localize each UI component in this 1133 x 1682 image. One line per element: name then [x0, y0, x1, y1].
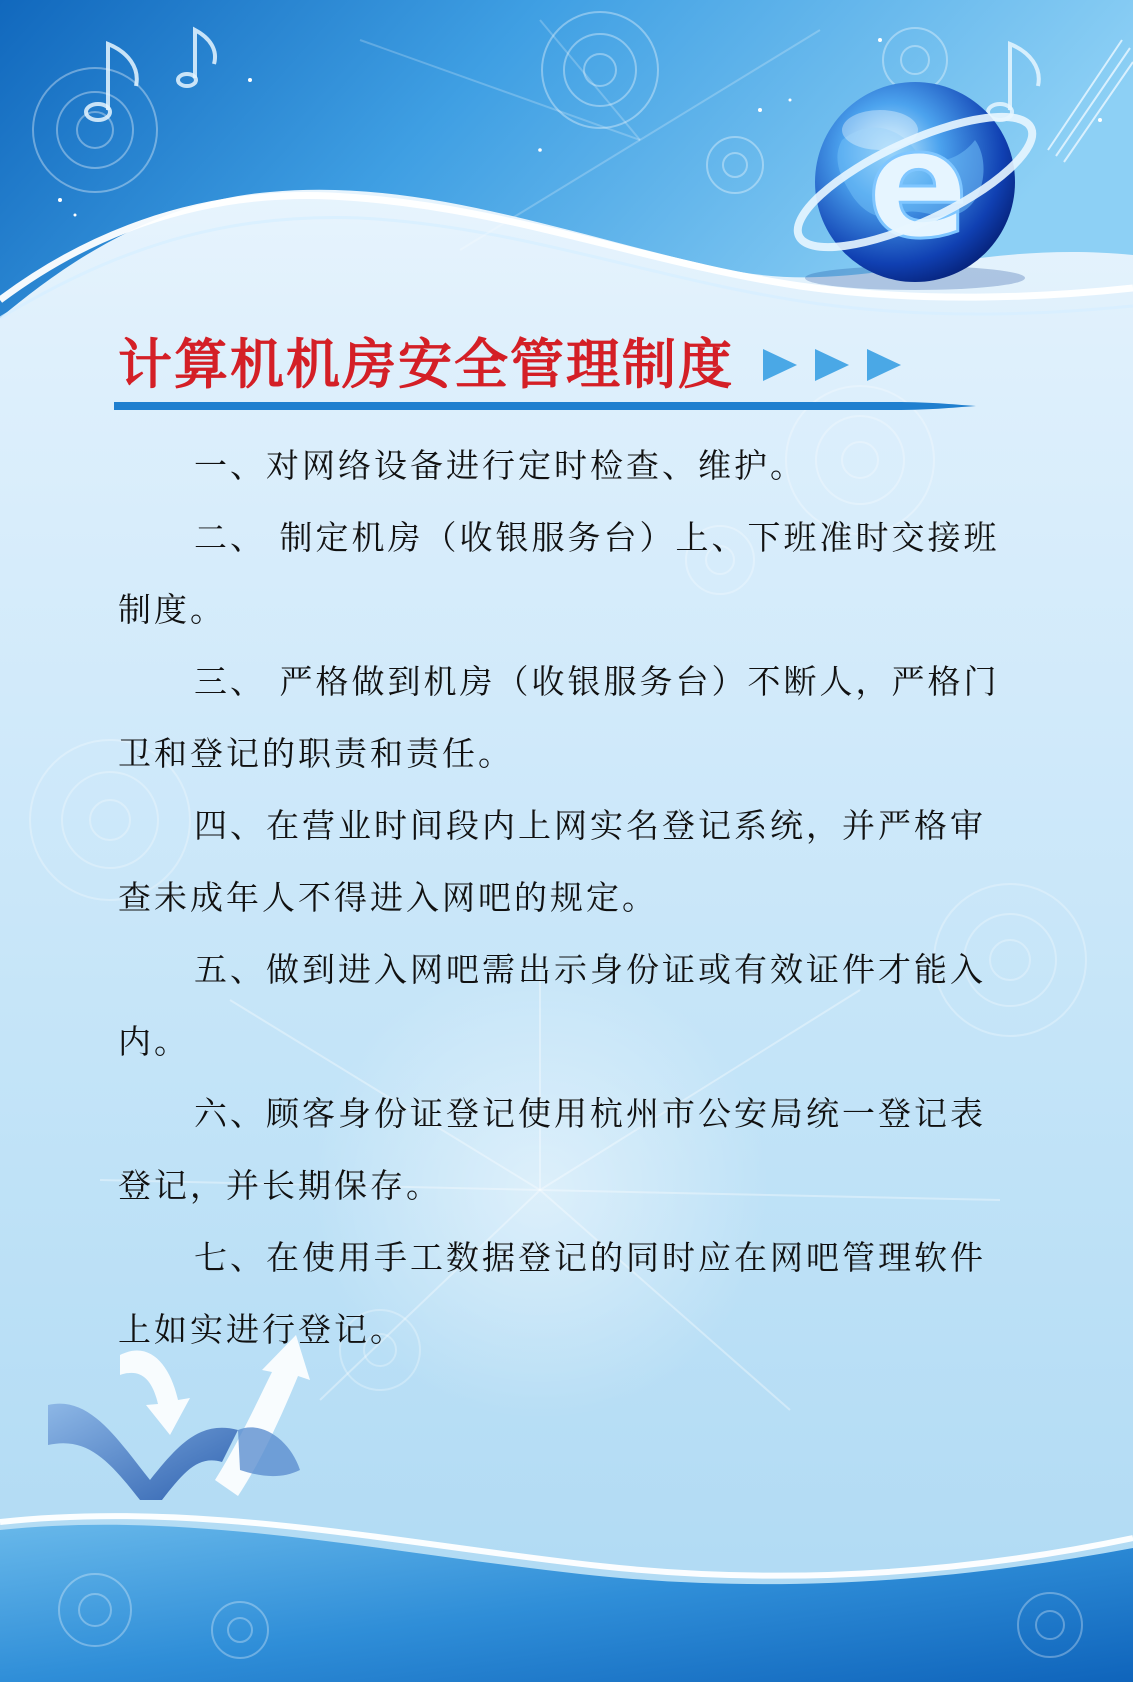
title-underline: [114, 400, 976, 412]
poster-title: 计算机机房安全管理制度: [118, 332, 734, 396]
rule-item: 二、 制定机房（收银服务台）上、下班准时交接班制度。: [118, 518, 1000, 629]
rules-list: [118, 430, 1018, 1366]
rule-item: 六、顾客身份证登记使用杭州市公安局统一登记表登记，并长期保存。: [118, 1094, 986, 1205]
rule-item: 三、 严格做到机房（收银服务台）不断人，严格门卫和登记的职责和责任。: [118, 662, 1000, 773]
svg-text:e: e: [867, 98, 969, 272]
rule-item: 四、在营业时间段内上网实名登记系统，并严格审查未成年人不得进入网吧的规定。: [118, 806, 986, 917]
rule-item: 七、在使用手工数据登记的同时应在网吧管理软件上如实进行登记。: [118, 1238, 986, 1349]
triple-arrow-right-icon: [763, 346, 913, 384]
rule-item: 一、对网络设备进行定时检查、维护。: [194, 446, 806, 485]
rule-item: 五、做到进入网吧需出示身份证或有效证件才能入内。: [118, 950, 986, 1061]
